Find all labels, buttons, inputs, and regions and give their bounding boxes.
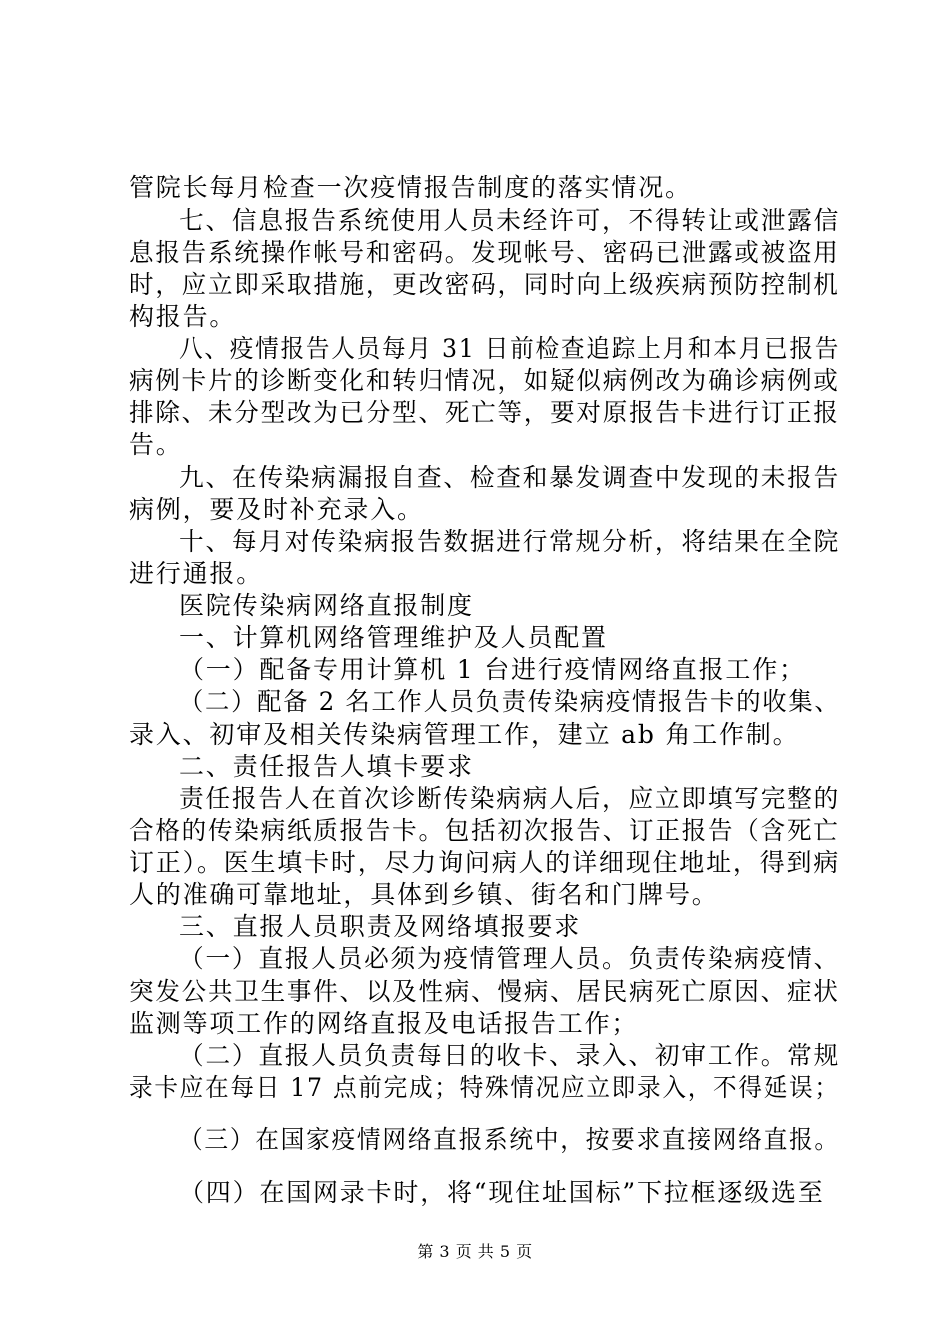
section-heading: 医院传染病网络直报制度 [179, 591, 474, 620]
text-line: 时，应立即采取措施，更改密码，同时向上级疾病预防控制机 [129, 270, 840, 299]
text-line: （三）在国家疫情网络直报系统中，按要求直接网络直报。 [179, 1125, 840, 1154]
text-line: 构报告。 [129, 302, 237, 331]
text-line: 十、每月对传染病报告数据进行常规分析，将结果在全院 [179, 527, 841, 556]
text-line: 合格的传染病纸质报告卡。包括初次报告、订正报告（含死亡 [129, 816, 840, 845]
text-line: 排除、未分型改为已分型、死亡等，要对原报告卡进行订正报 [129, 398, 840, 427]
text-line: 责任报告人在首次诊断传染病病人后，应立即填写完整的 [179, 784, 841, 813]
text-line: （一）配备专用计算机 1 台进行疫情网络直报工作； [179, 655, 806, 684]
text-line: （四）在国网录卡时，将“现住址国标”下拉框逐级选至 [179, 1178, 825, 1207]
text-line: 息报告系统操作帐号和密码。发现帐号、密码已泄露或被盗用 [129, 238, 840, 267]
text-line: 病例卡片的诊断变化和转归情况，如疑似病例改为确诊病例或 [129, 366, 840, 395]
text-line: （二）配备 2 名工作人员负责传染病疫情报告卡的收集、 [179, 687, 841, 716]
text-line: 七、信息报告系统使用人员未经许可，不得转让或泄露信 [179, 206, 841, 235]
text-line: 八、疫情报告人员每月 31 日前检查追踪上月和本月已报告 [179, 334, 841, 363]
text-line: 进行通报。 [129, 559, 264, 588]
page-number-footer: 第 3 页 共 5 页 [417, 1242, 533, 1261]
text-line: （一）直报人员必须为疫情管理人员。负责传染病疫情、 [179, 944, 841, 973]
text-line: 管院长每月检查一次疫情报告制度的落实情况。 [129, 173, 692, 202]
text-line: 九、在传染病漏报自查、检查和暴发调查中发现的未报告 [179, 463, 841, 492]
text-line: （二）直报人员负责每日的收卡、录入、初审工作。常规 [179, 1041, 841, 1070]
text-line: 监测等项工作的网络直报及电话报告工作； [129, 1009, 639, 1038]
text-line: 订正）。医生填卡时，尽力询问病人的详细现住地址，得到病 [129, 848, 841, 877]
text-line: 病例，要及时补充录入。 [129, 495, 424, 524]
text-line: 告。 [129, 430, 183, 459]
section-heading: 一、计算机网络管理维护及人员配置 [179, 623, 608, 652]
text-line: 人的准确可靠地址，具体到乡镇、街名和门牌号。 [129, 880, 719, 909]
section-heading: 三、直报人员职责及网络填报要求 [179, 912, 582, 941]
text-line: 录入、初审及相关传染病管理工作，建立 ab 角工作制。 [129, 720, 800, 749]
text-line: 突发公共卫生事件、以及性病、慢病、居民病死亡原因、症状 [129, 977, 840, 1006]
text-line: 录卡应在每日 17 点前完成；特殊情况应立即录入，不得延误； [129, 1073, 840, 1102]
section-heading: 二、责任报告人填卡要求 [179, 752, 474, 781]
